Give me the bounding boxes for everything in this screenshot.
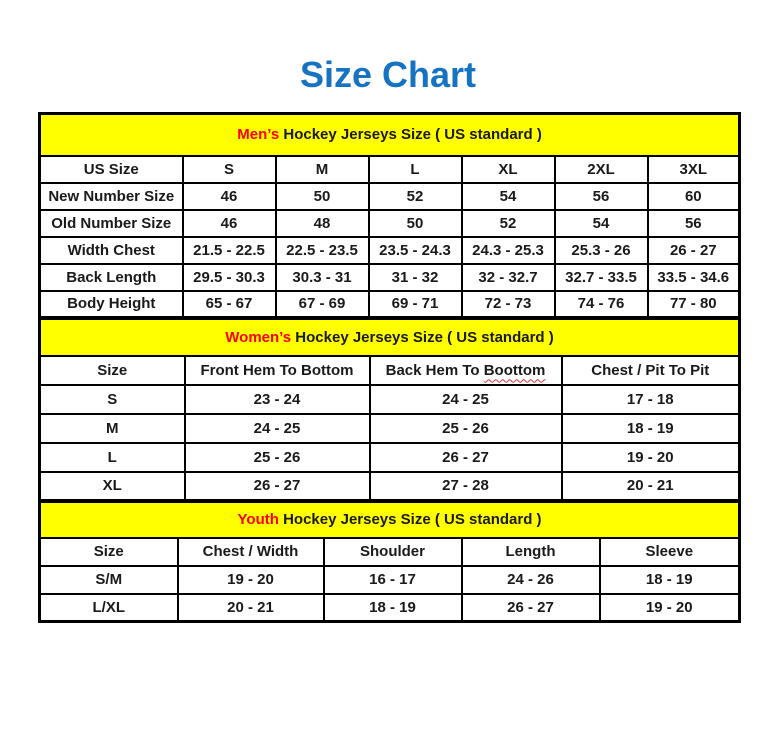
womens-section-header <box>40 319 740 356</box>
cell: 22.5 - 23.5 <box>276 237 369 264</box>
cell: 29.5 - 30.3 <box>183 264 276 291</box>
cell: 26 - 27 <box>648 237 740 264</box>
cell: 69 - 71 <box>369 291 462 318</box>
cell: 25 - 26 <box>185 443 370 472</box>
cell: 18 - 19 <box>324 594 462 622</box>
mens-col-s: S <box>183 156 276 183</box>
cell: 67 - 69 <box>276 291 369 318</box>
back-hem-label: Back Hem To <box>385 361 484 379</box>
row-label: XL <box>40 472 185 501</box>
cell: 72 - 73 <box>462 291 555 318</box>
cell: 52 <box>462 210 555 237</box>
cell: 77 - 80 <box>648 291 740 318</box>
row-label: L/XL <box>40 594 178 622</box>
womens-header-row <box>40 356 740 385</box>
cell: 56 <box>555 183 648 210</box>
youth-col-shoulder: Shoulder <box>324 538 462 566</box>
mens-col-l: L <box>369 156 462 183</box>
table-row <box>40 291 740 318</box>
youth-section-header <box>40 502 740 538</box>
womens-col-size: Size <box>40 356 185 385</box>
womens-col-back-hem <box>370 356 562 385</box>
row-label: S/M <box>40 566 178 594</box>
mens-header-row <box>40 156 740 183</box>
table-row <box>40 443 740 472</box>
cell: 46 <box>183 210 276 237</box>
cell: 26 - 27 <box>185 472 370 501</box>
row-label: Back Length <box>40 264 183 291</box>
cell: 23 - 24 <box>185 385 370 414</box>
cell: 60 <box>648 183 740 210</box>
cell: 25.3 - 26 <box>555 237 648 264</box>
cell: 33.5 - 34.6 <box>648 264 740 291</box>
cell: 20 - 21 <box>178 594 324 622</box>
table-row <box>40 264 740 291</box>
row-label: Body Height <box>40 291 183 318</box>
row-label: New Number Size <box>40 183 183 210</box>
cell: 46 <box>183 183 276 210</box>
misspelled-word: Boottom <box>483 361 546 379</box>
womens-col-front-hem: Front Hem To Bottom <box>185 356 370 385</box>
womens-section-title: Hockey Jerseys Size ( US standard ) <box>291 328 554 346</box>
cell: 65 - 67 <box>183 291 276 318</box>
cell: 56 <box>648 210 740 237</box>
cell: 18 - 19 <box>600 566 740 594</box>
cell: 54 <box>555 210 648 237</box>
cell: 54 <box>462 183 555 210</box>
table-row <box>40 210 740 237</box>
youth-col-size: Size <box>40 538 178 566</box>
cell: 20 - 21 <box>562 472 740 501</box>
mens-col-xl: XL <box>462 156 555 183</box>
womens-size-table <box>38 317 741 502</box>
mens-section-highlight: Men’s <box>237 126 280 144</box>
cell: 24 - 26 <box>462 566 600 594</box>
youth-col-sleeve: Sleeve <box>600 538 740 566</box>
mens-section-title: Hockey Jerseys Size ( US standard ) <box>279 126 542 144</box>
mens-col-3xl: 3XL <box>648 156 740 183</box>
cell: 25 - 26 <box>370 414 562 443</box>
youth-section-band <box>40 502 740 538</box>
cell: 24.3 - 25.3 <box>462 237 555 264</box>
cell: 21.5 - 22.5 <box>183 237 276 264</box>
mens-section-header <box>40 114 740 156</box>
cell: 32 - 32.7 <box>462 264 555 291</box>
cell: 48 <box>276 210 369 237</box>
table-row <box>40 237 740 264</box>
youth-col-length: Length <box>462 538 600 566</box>
cell: 19 - 20 <box>178 566 324 594</box>
youth-col-chest: Chest / Width <box>178 538 324 566</box>
cell: 32.7 - 33.5 <box>555 264 648 291</box>
cell: 50 <box>369 210 462 237</box>
cell: 27 - 28 <box>370 472 562 501</box>
table-row <box>40 414 740 443</box>
youth-section-title: Hockey Jerseys Size ( US standard ) <box>278 511 542 529</box>
womens-section-highlight: Women’s <box>225 328 292 346</box>
cell: 30.3 - 31 <box>276 264 369 291</box>
womens-section-band <box>40 319 740 356</box>
page-title: Size Chart <box>299 54 477 95</box>
cell: 16 - 17 <box>324 566 462 594</box>
row-label: S <box>40 385 185 414</box>
womens-col-chest: Chest / Pit To Pit <box>562 356 740 385</box>
table-row <box>40 183 740 210</box>
table-row <box>40 385 740 414</box>
row-label: Old Number Size <box>40 210 183 237</box>
mens-size-table <box>38 112 741 319</box>
cell: 52 <box>369 183 462 210</box>
cell: 24 - 25 <box>185 414 370 443</box>
youth-header-row <box>40 538 740 566</box>
row-label: Width Chest <box>40 237 183 264</box>
row-label: M <box>40 414 185 443</box>
table-row <box>40 472 740 501</box>
youth-size-table <box>38 500 741 623</box>
mens-col-us-size: US Size <box>40 156 183 183</box>
cell: 74 - 76 <box>555 291 648 318</box>
table-row <box>40 566 740 594</box>
row-label: L <box>40 443 185 472</box>
cell: 26 - 27 <box>462 594 600 622</box>
cell: 17 - 18 <box>562 385 740 414</box>
cell: 26 - 27 <box>370 443 562 472</box>
cell: 50 <box>276 183 369 210</box>
table-row <box>40 594 740 622</box>
cell: 24 - 25 <box>370 385 562 414</box>
mens-section-band <box>40 114 740 156</box>
mens-col-2xl: 2XL <box>555 156 648 183</box>
cell: 31 - 32 <box>369 264 462 291</box>
mens-col-m: M <box>276 156 369 183</box>
youth-section-highlight: Youth <box>237 511 279 529</box>
cell: 19 - 20 <box>600 594 740 622</box>
cell: 19 - 20 <box>562 443 740 472</box>
cell: 18 - 19 <box>562 414 740 443</box>
cell: 23.5 - 24.3 <box>369 237 462 264</box>
